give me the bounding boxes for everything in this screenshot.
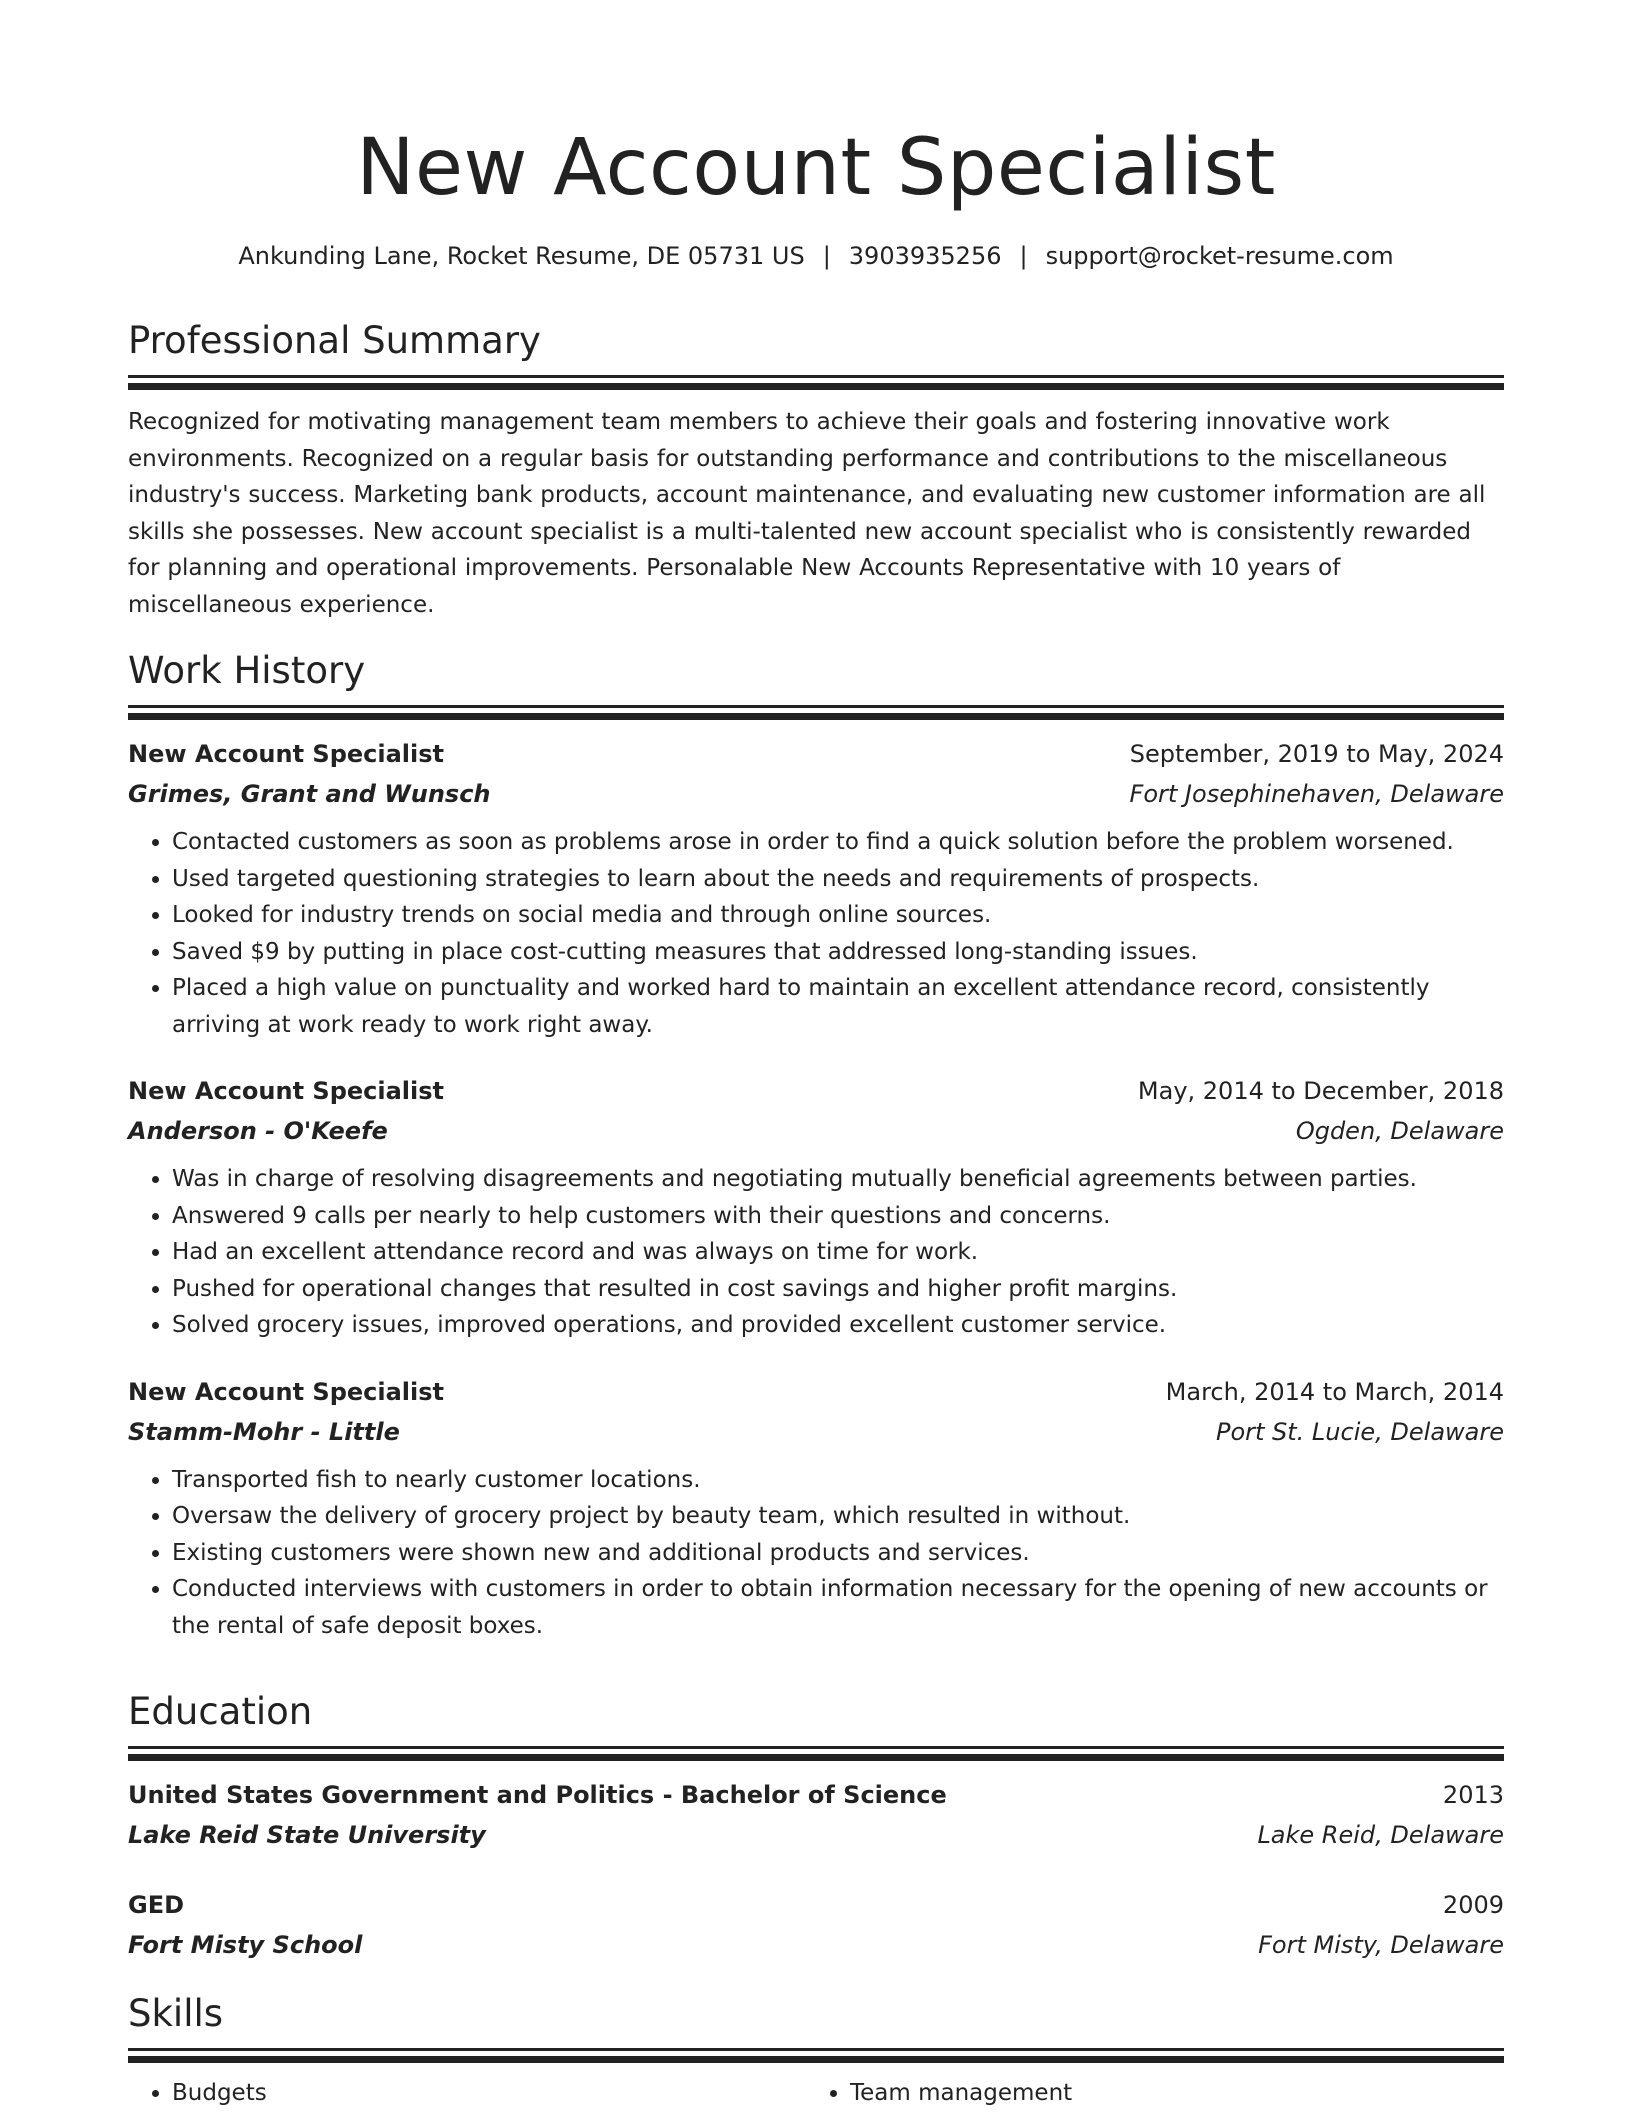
list-item: • Oversaw the delivery of grocery project by beauty team, which resulted in without. (172, 1498, 1504, 1535)
section-divider (128, 1746, 1504, 1749)
work-history-section (128, 647, 1504, 1644)
skill-item: • Budgets (172, 2075, 806, 2112)
resume-title: New Account Specialist (356, 123, 1276, 213)
contact-line (128, 238, 1504, 274)
section-divider (128, 2056, 1504, 2063)
list-item: • Pushed for operational changes that resulted in cost savings and higher profit margins. (172, 1271, 1504, 1308)
skills-list (128, 2075, 1504, 2112)
school-name: Lake Reid State University (128, 1821, 486, 1849)
section-divider (128, 2048, 1504, 2051)
contact-separator: | (1019, 242, 1028, 270)
job-bullets (128, 824, 1504, 1043)
job-location: Ogden, Delaware (1295, 1117, 1504, 1145)
skills-section (128, 1990, 1504, 2112)
list-item: • Was in charge of resolving disagreements and negotiating mutually beneficial agreements between parties. (172, 1161, 1504, 1198)
job-dates: May, 2014 to December, 2018 (1137, 1077, 1504, 1105)
section-heading: Education (128, 1690, 313, 1733)
job-location: Port St. Lucie, Delaware (1215, 1417, 1504, 1446)
education-section (128, 1688, 1504, 1965)
graduation-year: 2009 (1442, 1891, 1504, 1919)
section-heading: Professional Summary (128, 319, 541, 362)
job-title: New Account Specialist (128, 740, 445, 768)
job-entry (128, 1071, 1504, 1344)
list-item: • Contacted customers as soon as problems arose in order to find a quick solution before the problem worsened. (172, 824, 1504, 861)
section-heading: Skills (128, 1992, 224, 2035)
contact-email: support@rocket-resume.com (1045, 242, 1394, 270)
list-item: • Transported fish to nearly customer locations. (172, 1462, 1504, 1499)
contact-phone: 3903935256 (848, 242, 1002, 270)
list-item: • Used targeted questioning strategies to learn about the needs and requirements of prospects. (172, 861, 1504, 898)
list-item: • Conducted interviews with customers in order to obtain information necessary for the opening of new accounts or the rental of safe deposit boxes. (172, 1571, 1504, 1644)
summary-section (128, 317, 1504, 623)
skills-column-left (128, 2075, 806, 2112)
section-divider (128, 705, 1504, 708)
school-name: Fort Misty School (128, 1931, 363, 1959)
school-location: Fort Misty, Delaware (1258, 1931, 1504, 1959)
section-divider (128, 1754, 1504, 1761)
job-dates: March, 2014 to March, 2014 (1165, 1377, 1504, 1406)
section-divider (128, 713, 1504, 720)
skill-item: • Team management (850, 2075, 1484, 2112)
list-item: • Had an excellent attendance record and was always on time for work. (172, 1234, 1504, 1271)
school-location: Lake Reid, Delaware (1257, 1821, 1504, 1849)
list-item: • Existing customers were shown new and additional products and services. (172, 1535, 1504, 1572)
degree: United States Government and Politics - Bachelor of Science (128, 1781, 947, 1809)
job-company: Anderson - O'Keefe (128, 1117, 388, 1145)
graduation-year: 2013 (1442, 1781, 1504, 1809)
section-heading: Work History (128, 649, 366, 692)
education-entry (128, 1885, 1504, 1965)
list-item: • Answered 9 calls per nearly to help customers with their questions and concerns. (172, 1198, 1504, 1235)
job-location: Fort Josephinehaven, Delaware (1129, 780, 1504, 808)
job-entry (128, 734, 1504, 1043)
summary-text: Recognized for motivating management team members to achieve their goals and fostering innovative work environments. Recognized on a regular basis for outstanding performance and contributions to the miscellaneous industry's success. Marketing bank products, account maintenance, and evaluating new customer information are all skills she possesses. New account specialist is a multi-talented new account specialist who is consistently rewarded for planning and operational improvements. Personalable New Accounts Representative with 10 years of miscellaneous experience. (128, 409, 1486, 618)
contact-separator: | (822, 242, 831, 270)
list-item: • Saved $9 by putting in place cost-cutting measures that addressed long-standing issues. (172, 934, 1504, 971)
job-title: New Account Specialist (128, 1377, 445, 1406)
list-item: • Solved grocery issues, improved operations, and provided excellent customer service. (172, 1307, 1504, 1344)
list-item: • Placed a high value on punctuality and worked hard to maintain an excellent attendance record, consistently arriving at work ready to work right away. (172, 970, 1504, 1043)
job-company: Stamm-Mohr - Little (128, 1417, 400, 1446)
job-bullets (128, 1161, 1504, 1344)
job-entry (128, 1372, 1504, 1645)
list-item: • Looked for industry trends on social media and through online sources. (172, 897, 1504, 934)
section-divider (128, 375, 1504, 378)
contact-address: Ankunding Lane, Rocket Resume, DE 05731 US (238, 242, 805, 270)
job-bullets (128, 1462, 1504, 1645)
skills-column-right (806, 2075, 1484, 2112)
job-dates: September, 2019 to May, 2024 (1129, 740, 1504, 768)
degree: GED (128, 1891, 185, 1919)
job-company: Grimes, Grant and Wunsch (128, 780, 491, 808)
education-entry (128, 1775, 1504, 1855)
section-divider (128, 383, 1504, 390)
job-title: New Account Specialist (128, 1077, 445, 1105)
